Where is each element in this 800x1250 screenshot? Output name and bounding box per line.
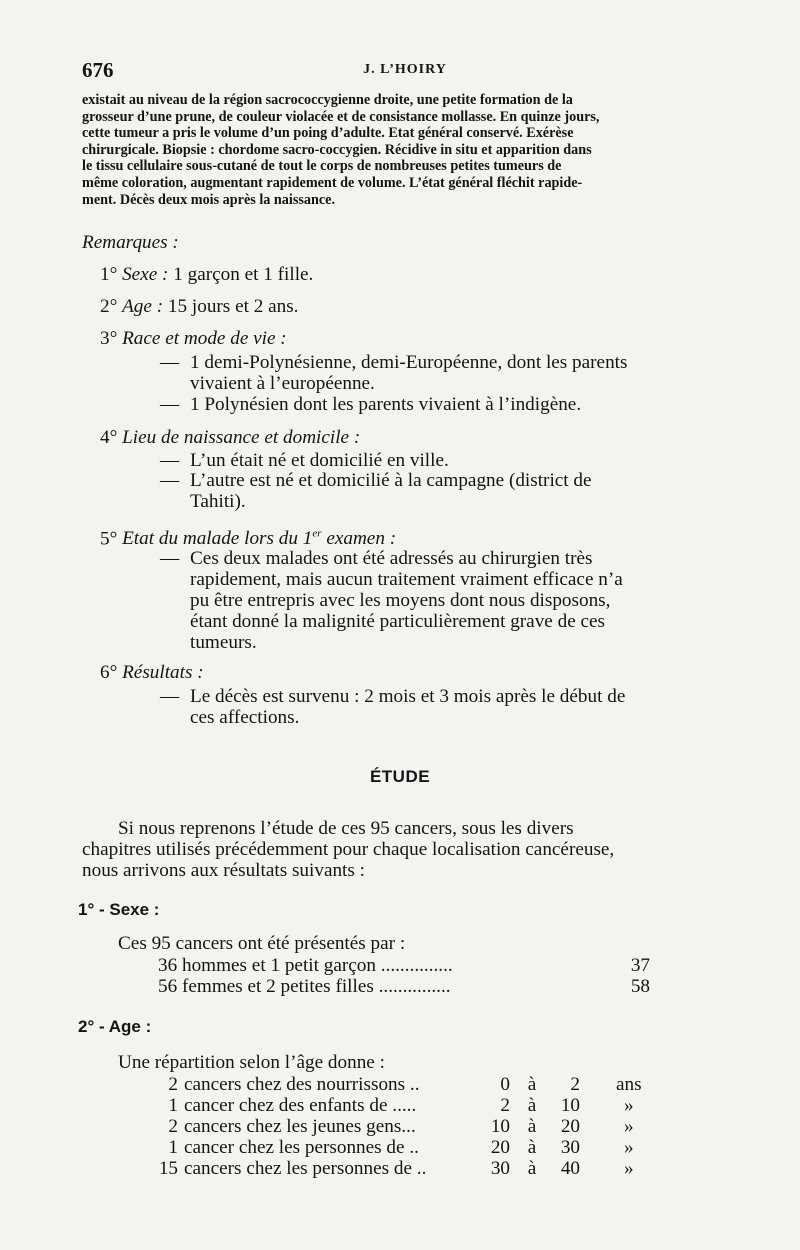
remark-item-race <box>100 328 740 349</box>
dash-text: Ces deux malades ont été adressés au chirurgien très <box>190 548 593 569</box>
remark-label: Résultats : <box>122 662 204 683</box>
age-unit: » <box>624 1116 634 1137</box>
age-sep: à <box>527 1116 537 1137</box>
page-number: 676 <box>82 58 114 82</box>
resultats-dash-item <box>160 686 732 728</box>
dash: — <box>160 686 180 707</box>
text-line: chapitres utilisés précédemment pour chaque localisation cancéreuse, <box>82 839 615 860</box>
age-from: 0 <box>500 1074 510 1095</box>
dash: — <box>160 394 180 415</box>
remark-number: 6° <box>100 662 118 683</box>
section-heading-age: 2° - Age : <box>78 1017 152 1036</box>
dash-text: 1 demi-Polynésienne, demi-Européenne, dont les parents <box>190 352 628 373</box>
dash-text: Le décès est survenu : 2 mois et 3 mois après le début de <box>190 686 626 707</box>
sexe-row <box>158 955 650 976</box>
remark-label: Race et mode de vie : <box>122 328 287 349</box>
lieu-dash-item <box>160 450 732 471</box>
dash-text-continued: pu être entrepris avec les moyens dont nous disposons, <box>190 590 611 611</box>
remark-label: Lieu de naissance et domicile : <box>122 427 361 448</box>
age-unit: » <box>624 1095 634 1116</box>
age-text: cancer chez des enfants de ..... <box>184 1095 417 1116</box>
remark-text: 1 garçon et 1 fille. <box>168 264 314 285</box>
dash-text-continued: tumeurs. <box>190 632 257 653</box>
race-dash-item <box>160 394 732 415</box>
age-text: cancers chez les jeunes gens... <box>184 1116 416 1137</box>
age-text: cancer chez les personnes de .. <box>184 1137 419 1158</box>
sexe-row-label: 56 femmes et 2 petites filles ............... <box>158 976 451 997</box>
age-count: 15 <box>158 1158 178 1179</box>
text-line: ment. Décès deux mois après la naissance. <box>82 191 335 208</box>
dash-text: L’autre est né et domicilié à la campagne (district de <box>190 470 592 491</box>
text-line: existait au niveau de la région sacrococcygienne droite, une petite formation de la <box>82 92 573 108</box>
age-sep: à <box>527 1137 537 1158</box>
age-sep: à <box>527 1074 537 1095</box>
remark-label: Etat du malade lors du 1er examen : <box>122 528 397 550</box>
remarques-heading: Remarques : <box>82 232 179 253</box>
remark-number: 3° <box>100 328 118 349</box>
remark-item-lieu <box>100 427 740 448</box>
dash: — <box>160 352 180 373</box>
text-line: même coloration, augmentant rapidement de volume. L’état général fléchit rapide- <box>82 174 583 191</box>
text-line: grosseur d’une prune, de couleur violacée et de consistance mollasse. En quinze jours, <box>82 108 600 125</box>
age-from: 10 <box>490 1116 510 1137</box>
age-row <box>154 1116 654 1137</box>
etat-dash-item <box>160 548 732 653</box>
age-row <box>154 1158 654 1179</box>
remark-item-etat <box>100 524 740 549</box>
etude-heading: ÉTUDE <box>369 767 431 786</box>
dash-text: 1 Polynésien dont les parents vivaient à l’indigène. <box>190 394 582 415</box>
remark-number: 2° <box>100 296 118 317</box>
age-count: 1 <box>168 1137 178 1158</box>
age-row <box>154 1095 654 1116</box>
text-line: chirurgicale. Biopsie : chordome sacro-coccygien. Récidive in situ et apparition dans <box>82 141 592 158</box>
age-to: 30 <box>560 1137 580 1158</box>
remark-number: 4° <box>100 427 118 448</box>
remark-number: 1° <box>100 264 118 285</box>
age-intro: Une répartition selon l’âge donne : <box>118 1052 385 1073</box>
remark-item-sexe <box>100 264 740 285</box>
etude-paragraph <box>82 818 730 881</box>
age-to: 10 <box>560 1095 580 1116</box>
age-row <box>154 1137 654 1158</box>
case-report-paragraph <box>82 92 730 208</box>
sexe-row <box>158 976 650 997</box>
dash: — <box>160 548 180 569</box>
remark-item-resultats <box>100 662 740 683</box>
sexe-row-label: 36 hommes et 1 petit garçon ............... <box>158 955 453 976</box>
dash-text: L’un était né et domicilié en ville. <box>190 450 449 471</box>
dash: — <box>160 470 180 491</box>
section-heading-sexe: 1° - Sexe : <box>78 900 160 919</box>
age-sep: à <box>527 1095 537 1116</box>
dash-text-continued: Tahiti). <box>190 491 246 512</box>
age-count: 2 <box>168 1074 178 1095</box>
age-count: 1 <box>168 1095 178 1116</box>
text-line: nous arrivons aux résultats suivants : <box>82 860 365 881</box>
dash-text-continued: vivaient à l’européenne. <box>190 373 375 394</box>
text-line: Si nous reprenons l’étude de ces 95 cancers, sous les divers <box>118 818 574 839</box>
age-from: 30 <box>490 1158 510 1179</box>
text-line: le tissu cellulaire sous-cutané de tout le corps de nombreuses petites tumeurs de <box>82 158 562 175</box>
age-from: 20 <box>490 1137 510 1158</box>
dash-text-continued: rapidement, mais aucun traitement vraiment efficace n’a <box>190 569 623 590</box>
age-from: 2 <box>500 1095 510 1116</box>
race-dash-item <box>160 352 732 394</box>
age-text: cancers chez des nourrissons .. <box>184 1074 420 1095</box>
sexe-intro: Ces 95 cancers ont été présentés par : <box>118 933 406 954</box>
lieu-dash-item <box>160 470 732 512</box>
age-count: 2 <box>168 1116 178 1137</box>
text-line: cette tumeur a pris le volume d’un poing d’adulte. Etat général conservé. Exérèse <box>82 125 574 142</box>
sexe-row-value: 58 <box>630 976 650 997</box>
sexe-row-value: 37 <box>630 955 650 976</box>
age-row <box>154 1074 654 1095</box>
remark-label: Sexe : <box>122 264 169 285</box>
age-sep: à <box>527 1158 537 1179</box>
age-unit: » <box>624 1158 634 1179</box>
remark-text: 15 jours et 2 ans. <box>163 296 299 317</box>
remark-item-age <box>100 296 740 317</box>
age-to: 20 <box>560 1116 580 1137</box>
running-head: J. L’HOIRY <box>363 62 447 77</box>
remark-label: Age : <box>122 296 164 317</box>
page-header <box>82 58 728 86</box>
age-unit: ans <box>616 1074 642 1095</box>
age-unit: » <box>624 1137 634 1158</box>
dash: — <box>160 450 180 471</box>
remark-number: 5° <box>100 528 118 550</box>
age-text: cancers chez les personnes de .. <box>184 1158 427 1179</box>
dash-text-continued: ces affections. <box>190 707 300 728</box>
dash-text-continued: étant donné la malignité particulièrement grave de ces <box>190 611 606 632</box>
age-to: 40 <box>560 1158 580 1179</box>
age-to: 2 <box>570 1074 580 1095</box>
